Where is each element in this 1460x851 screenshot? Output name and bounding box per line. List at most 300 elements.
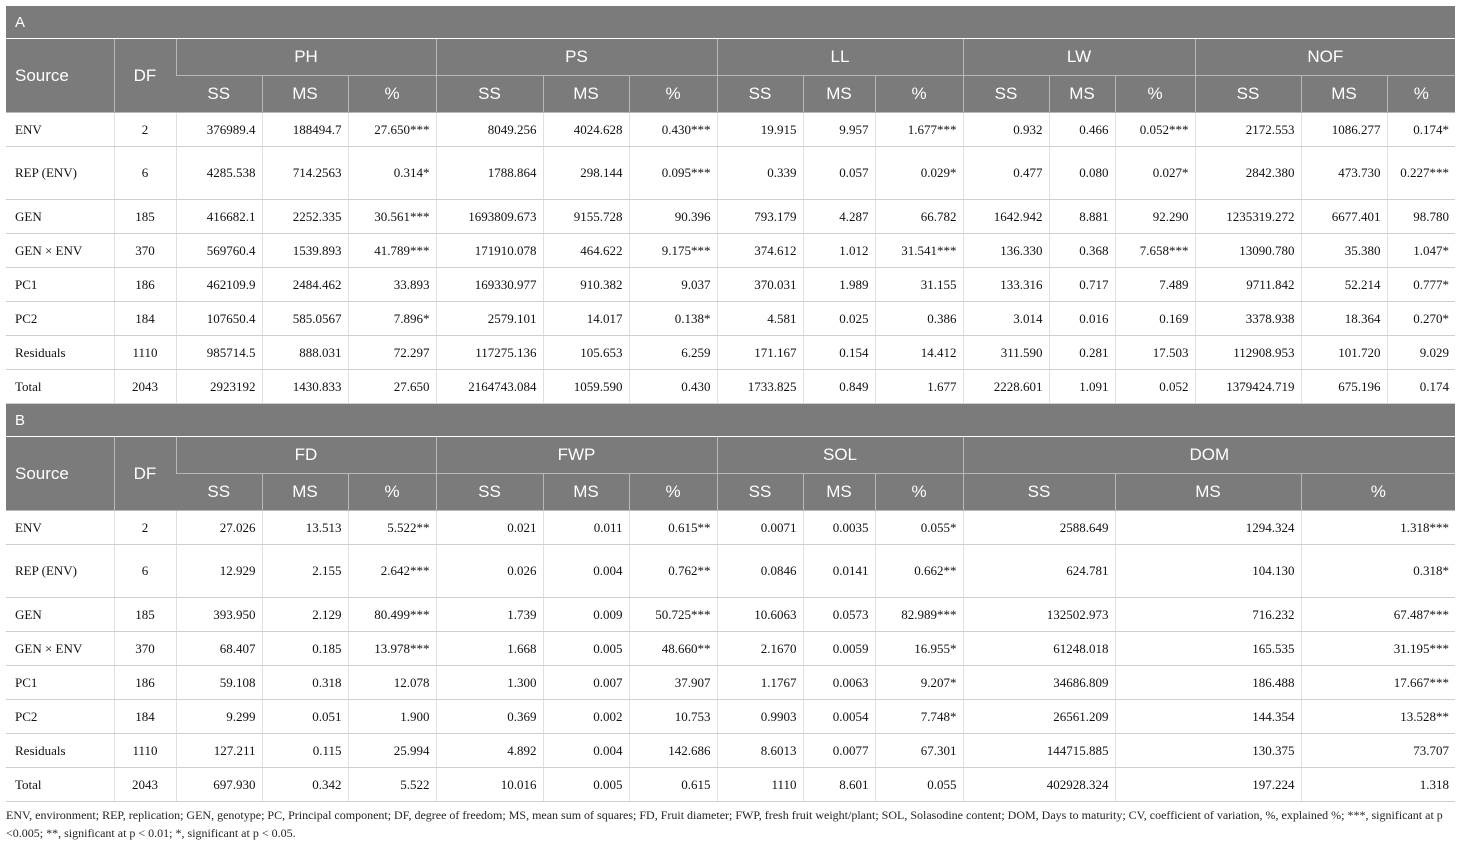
table-cell: 0.318 (262, 666, 348, 700)
table-cell: 132502.973 (963, 598, 1115, 632)
table-cell: 171910.078 (436, 234, 543, 268)
table-cell: 66.782 (875, 200, 963, 234)
table-cell: 0.095*** (629, 147, 717, 200)
table-cell: 18.364 (1301, 302, 1387, 336)
table-cell: 188494.7 (262, 113, 348, 147)
stat-header: SS (717, 76, 803, 113)
stat-header: SS (436, 76, 543, 113)
table-cell: 0.762** (629, 545, 717, 598)
table-cell: 82.989*** (875, 598, 963, 632)
table-row (6, 336, 1455, 370)
table-cell: 48.660** (629, 632, 717, 666)
table-cell: 31.195*** (1301, 632, 1455, 666)
table-cell: 13.528** (1301, 700, 1455, 734)
table-cell: 197.224 (1115, 768, 1301, 802)
table-cell: 90.396 (629, 200, 717, 234)
table-cell: 9.037 (629, 268, 717, 302)
table-cell: 27.026 (176, 511, 262, 545)
row-source: Total (6, 370, 114, 404)
trait-header: LL (717, 39, 963, 76)
table-cell: 7.658*** (1115, 234, 1195, 268)
stat-header: MS (803, 474, 875, 511)
table-cell: 68.407 (176, 632, 262, 666)
table-cell: 1430.833 (262, 370, 348, 404)
row-source: GEN (6, 200, 114, 234)
table-cell: 1693809.673 (436, 200, 543, 234)
df-header: DF (114, 39, 176, 113)
table-cell: 0.430*** (629, 113, 717, 147)
table-cell: 2.1670 (717, 632, 803, 666)
table-cell: 1539.893 (262, 234, 348, 268)
table-cell: 376989.4 (176, 113, 262, 147)
row-df: 186 (114, 666, 176, 700)
table-cell: 9711.842 (1195, 268, 1301, 302)
table-cell: 144715.885 (963, 734, 1115, 768)
row-df: 184 (114, 302, 176, 336)
table-cell: 92.290 (1115, 200, 1195, 234)
trait-header: LW (963, 39, 1195, 76)
table-cell: 569760.4 (176, 234, 262, 268)
stat-header: SS (176, 76, 262, 113)
table-cell: 165.535 (1115, 632, 1301, 666)
row-df: 370 (114, 632, 176, 666)
table-cell: 12.929 (176, 545, 262, 598)
table-cell: 0.169 (1115, 302, 1195, 336)
trait-header: DOM (963, 437, 1455, 474)
row-source: PC2 (6, 302, 114, 336)
row-source: PC1 (6, 268, 114, 302)
table-cell: 112908.953 (1195, 336, 1301, 370)
table-cell: 0.029* (875, 147, 963, 200)
row-df: 6 (114, 147, 176, 200)
table-cell: 1.677 (875, 370, 963, 404)
table-cell: 0.138* (629, 302, 717, 336)
table-cell: 0.270* (1387, 302, 1455, 336)
table-cell: 130.375 (1115, 734, 1301, 768)
table-cell: 14.017 (543, 302, 629, 336)
table-cell: 4.581 (717, 302, 803, 336)
table-row (6, 370, 1455, 404)
table-cell: 0.717 (1049, 268, 1115, 302)
stat-header: % (348, 474, 436, 511)
table-cell: 30.561*** (348, 200, 436, 234)
table-cell: 52.214 (1301, 268, 1387, 302)
table-cell: 888.031 (262, 336, 348, 370)
row-source: GEN × ENV (6, 234, 114, 268)
table-cell: 37.907 (629, 666, 717, 700)
table-cell: 0.051 (262, 700, 348, 734)
table-cell: 0.0035 (803, 511, 875, 545)
stat-header: % (348, 76, 436, 113)
table-cell: 0.005 (543, 632, 629, 666)
table-cell: 0.057 (803, 147, 875, 200)
table-cell: 0.002 (543, 700, 629, 734)
table-cell: 311.590 (963, 336, 1049, 370)
row-df: 2 (114, 511, 176, 545)
table-row (6, 147, 1455, 200)
table-cell: 133.316 (963, 268, 1049, 302)
table-cell: 41.789*** (348, 234, 436, 268)
table-cell: 13.978*** (348, 632, 436, 666)
table-cell: 17.503 (1115, 336, 1195, 370)
stat-header: % (875, 76, 963, 113)
table-cell: 0.115 (262, 734, 348, 768)
anova-table (6, 6, 1455, 802)
table-cell: 473.730 (1301, 147, 1387, 200)
table-cell: 10.016 (436, 768, 543, 802)
table-cell: 1.677*** (875, 113, 963, 147)
table-row (6, 768, 1455, 802)
table-cell: 10.6063 (717, 598, 803, 632)
stat-header: SS (176, 474, 262, 511)
trait-header: FWP (436, 437, 717, 474)
table-cell: 1379424.719 (1195, 370, 1301, 404)
stat-header: MS (1301, 76, 1387, 113)
row-df: 185 (114, 200, 176, 234)
table-cell: 0.174 (1387, 370, 1455, 404)
table-cell: 0.0063 (803, 666, 875, 700)
table-cell: 1235319.272 (1195, 200, 1301, 234)
table-cell: 624.781 (963, 545, 1115, 598)
row-source: Residuals (6, 734, 114, 768)
table-cell: 127.211 (176, 734, 262, 768)
table-cell: 0.0846 (717, 545, 803, 598)
table-cell: 8.601 (803, 768, 875, 802)
row-df: 184 (114, 700, 176, 734)
table-cell: 2164743.084 (436, 370, 543, 404)
stat-header: MS (543, 474, 629, 511)
table-cell: 1.989 (803, 268, 875, 302)
table-row (6, 734, 1455, 768)
section-label: B (6, 404, 1455, 437)
table-cell: 1.318 (1301, 768, 1455, 802)
table-cell: 2172.553 (1195, 113, 1301, 147)
table-cell: 13090.780 (1195, 234, 1301, 268)
table-cell: 8.881 (1049, 200, 1115, 234)
table-cell: 0.007 (543, 666, 629, 700)
table-cell: 107650.4 (176, 302, 262, 336)
table-row (6, 113, 1455, 147)
table-cell: 0.011 (543, 511, 629, 545)
table-cell: 1294.324 (1115, 511, 1301, 545)
table-row (6, 268, 1455, 302)
table-cell: 985714.5 (176, 336, 262, 370)
table-cell: 402928.324 (963, 768, 1115, 802)
table-cell: 169330.977 (436, 268, 543, 302)
table-cell: 4285.538 (176, 147, 262, 200)
stat-header: SS (963, 474, 1115, 511)
table-cell: 0.005 (543, 768, 629, 802)
table-cell: 0.227*** (1387, 147, 1455, 200)
row-df: 370 (114, 234, 176, 268)
table-cell: 6.259 (629, 336, 717, 370)
table-cell: 31.541*** (875, 234, 963, 268)
table-cell: 0.0141 (803, 545, 875, 598)
table-row (6, 511, 1455, 545)
table-cell: 910.382 (543, 268, 629, 302)
table-cell: 0.369 (436, 700, 543, 734)
table-cell: 59.108 (176, 666, 262, 700)
table-cell: 9.299 (176, 700, 262, 734)
table-cell: 1733.825 (717, 370, 803, 404)
section-label: A (6, 6, 1455, 39)
table-cell: 2.155 (262, 545, 348, 598)
row-source: PC2 (6, 700, 114, 734)
table-cell: 16.955* (875, 632, 963, 666)
row-source: PC1 (6, 666, 114, 700)
table-cell: 33.893 (348, 268, 436, 302)
stat-header: MS (1115, 474, 1301, 511)
row-df: 1110 (114, 336, 176, 370)
row-df: 2 (114, 113, 176, 147)
table-cell: 0.777* (1387, 268, 1455, 302)
table-cell: 1086.277 (1301, 113, 1387, 147)
stat-header: SS (436, 474, 543, 511)
table-cell: 1.012 (803, 234, 875, 268)
table-cell: 0.368 (1049, 234, 1115, 268)
table-cell: 416682.1 (176, 200, 262, 234)
table-cell: 1788.864 (436, 147, 543, 200)
table-cell: 1642.942 (963, 200, 1049, 234)
table-cell: 714.2563 (262, 147, 348, 200)
row-df: 185 (114, 598, 176, 632)
table-cell: 9.029 (1387, 336, 1455, 370)
stat-header: % (629, 474, 717, 511)
table-cell: 393.950 (176, 598, 262, 632)
table-cell: 1.318*** (1301, 511, 1455, 545)
row-df: 2043 (114, 370, 176, 404)
table-cell: 0.615** (629, 511, 717, 545)
table-cell: 17.667*** (1301, 666, 1455, 700)
table-cell: 0.016 (1049, 302, 1115, 336)
table-cell: 2228.601 (963, 370, 1049, 404)
table-cell: 370.031 (717, 268, 803, 302)
table-cell: 464.622 (543, 234, 629, 268)
table-cell: 2252.335 (262, 200, 348, 234)
table-cell: 0.027* (1115, 147, 1195, 200)
row-source: ENV (6, 113, 114, 147)
table-row (6, 302, 1455, 336)
table-cell: 67.487*** (1301, 598, 1455, 632)
stat-header: MS (262, 474, 348, 511)
table-cell: 171.167 (717, 336, 803, 370)
table-cell: 31.155 (875, 268, 963, 302)
stat-header: % (1387, 76, 1455, 113)
row-df: 2043 (114, 768, 176, 802)
table-cell: 0.318* (1301, 545, 1455, 598)
table-cell: 298.144 (543, 147, 629, 200)
table-cell: 2484.462 (262, 268, 348, 302)
table-cell: 4024.628 (543, 113, 629, 147)
table-cell: 19.915 (717, 113, 803, 147)
table-cell: 13.513 (262, 511, 348, 545)
table-cell: 0.0077 (803, 734, 875, 768)
table-cell: 9155.728 (543, 200, 629, 234)
table-cell: 0.615 (629, 768, 717, 802)
table-cell: 0.386 (875, 302, 963, 336)
source-header: Source (6, 437, 114, 511)
table-cell: 0.0071 (717, 511, 803, 545)
table-cell: 0.932 (963, 113, 1049, 147)
table-cell: 0.025 (803, 302, 875, 336)
table-cell: 72.297 (348, 336, 436, 370)
table-row (6, 598, 1455, 632)
table-cell: 67.301 (875, 734, 963, 768)
row-source: Residuals (6, 336, 114, 370)
table-cell: 0.080 (1049, 147, 1115, 200)
table-cell: 0.052 (1115, 370, 1195, 404)
table-cell: 4.892 (436, 734, 543, 768)
table-cell: 1059.590 (543, 370, 629, 404)
trait-header: PS (436, 39, 717, 76)
table-cell: 61248.018 (963, 632, 1115, 666)
row-source: GEN (6, 598, 114, 632)
table-cell: 80.499*** (348, 598, 436, 632)
stat-header: % (1115, 76, 1195, 113)
table-cell: 0.174* (1387, 113, 1455, 147)
table-cell: 27.650 (348, 370, 436, 404)
table-row (6, 700, 1455, 734)
stat-header: MS (262, 76, 348, 113)
stat-header: SS (963, 76, 1049, 113)
table-cell: 0.314* (348, 147, 436, 200)
table-cell: 7.748* (875, 700, 963, 734)
table-cell: 9.175*** (629, 234, 717, 268)
table-row (6, 632, 1455, 666)
trait-header: FD (176, 437, 436, 474)
table-cell: 716.232 (1115, 598, 1301, 632)
table-row (6, 234, 1455, 268)
table-cell: 0.0059 (803, 632, 875, 666)
table-cell: 697.930 (176, 768, 262, 802)
row-source: REP (ENV) (6, 545, 114, 598)
stat-header: MS (803, 76, 875, 113)
table-cell: 793.179 (717, 200, 803, 234)
table-cell: 0.466 (1049, 113, 1115, 147)
table-cell: 105.653 (543, 336, 629, 370)
table-cell: 0.849 (803, 370, 875, 404)
table-cell: 7.489 (1115, 268, 1195, 302)
table-cell: 186.488 (1115, 666, 1301, 700)
table-cell: 25.994 (348, 734, 436, 768)
table-cell: 7.896* (348, 302, 436, 336)
table-cell: 0.342 (262, 768, 348, 802)
row-df: 6 (114, 545, 176, 598)
table-cell: 9.207* (875, 666, 963, 700)
table-cell: 374.612 (717, 234, 803, 268)
table-cell: 2.642*** (348, 545, 436, 598)
table-cell: 1.1767 (717, 666, 803, 700)
table-cell: 585.0567 (262, 302, 348, 336)
table-cell: 2923192 (176, 370, 262, 404)
table-cell: 0.9903 (717, 700, 803, 734)
table-cell: 4.287 (803, 200, 875, 234)
table-cell: 2842.380 (1195, 147, 1301, 200)
table-cell: 14.412 (875, 336, 963, 370)
table-cell: 136.330 (963, 234, 1049, 268)
table-cell: 462109.9 (176, 268, 262, 302)
table-cell: 3378.938 (1195, 302, 1301, 336)
table-cell: 117275.136 (436, 336, 543, 370)
source-header: Source (6, 39, 114, 113)
table-cell: 0.281 (1049, 336, 1115, 370)
table-row (6, 666, 1455, 700)
table-cell: 0.154 (803, 336, 875, 370)
table-cell: 6677.401 (1301, 200, 1387, 234)
table-cell: 1.091 (1049, 370, 1115, 404)
table-cell: 1.739 (436, 598, 543, 632)
table-cell: 3.014 (963, 302, 1049, 336)
row-source: ENV (6, 511, 114, 545)
table-cell: 10.753 (629, 700, 717, 734)
table-cell: 73.707 (1301, 734, 1455, 768)
table-cell: 0.430 (629, 370, 717, 404)
table-cell: 5.522 (348, 768, 436, 802)
table-cell: 0.185 (262, 632, 348, 666)
table-cell: 144.354 (1115, 700, 1301, 734)
row-source: REP (ENV) (6, 147, 114, 200)
table-cell: 27.650*** (348, 113, 436, 147)
table-cell: 0.339 (717, 147, 803, 200)
stat-header: MS (1049, 76, 1115, 113)
table-cell: 2.129 (262, 598, 348, 632)
table-cell: 0.021 (436, 511, 543, 545)
table-cell: 50.725*** (629, 598, 717, 632)
table-cell: 1.047* (1387, 234, 1455, 268)
table-cell: 142.686 (629, 734, 717, 768)
table-cell: 0.004 (543, 545, 629, 598)
table-cell: 675.196 (1301, 370, 1387, 404)
stat-header: SS (1195, 76, 1301, 113)
table-cell: 8049.256 (436, 113, 543, 147)
trait-header: PH (176, 39, 436, 76)
table-cell: 0.055 (875, 768, 963, 802)
table-cell: 9.957 (803, 113, 875, 147)
table-cell: 1.668 (436, 632, 543, 666)
row-source: GEN × ENV (6, 632, 114, 666)
anova-tables (6, 6, 1455, 842)
stat-header: % (629, 76, 717, 113)
table-cell: 98.780 (1387, 200, 1455, 234)
row-df: 186 (114, 268, 176, 302)
table-cell: 0.026 (436, 545, 543, 598)
table-cell: 104.130 (1115, 545, 1301, 598)
table-cell: 8.6013 (717, 734, 803, 768)
table-cell: 101.720 (1301, 336, 1387, 370)
table-cell: 5.522** (348, 511, 436, 545)
stat-header: % (875, 474, 963, 511)
stat-header: MS (543, 76, 629, 113)
table-cell: 0.0054 (803, 700, 875, 734)
table-cell: 35.380 (1301, 234, 1387, 268)
trait-header: SOL (717, 437, 963, 474)
row-df: 1110 (114, 734, 176, 768)
table-footnote: ENV, environment; REP, replication; GEN, genotype; PC, Principal component; DF, degree of freedom; MS, mean sum of squares; FD, Fruit diameter; FWP, fresh fruit weight/plant; SOL, Solasodine content; DOM, Days to maturity; CV, coefficient of variation, %, explained %; ***, significant at p <0.005; **, significant at p < 0.01; *, significant at p < 0.05. (6, 808, 1443, 840)
table-cell: 2588.649 (963, 511, 1115, 545)
table-cell: 1.900 (348, 700, 436, 734)
table-cell: 0.004 (543, 734, 629, 768)
table-cell: 34686.809 (963, 666, 1115, 700)
df-header: DF (114, 437, 176, 511)
table-cell: 0.052*** (1115, 113, 1195, 147)
table-cell: 1110 (717, 768, 803, 802)
table-cell: 0.055* (875, 511, 963, 545)
table-cell: 0.662** (875, 545, 963, 598)
table-cell: 0.0573 (803, 598, 875, 632)
trait-header: NOF (1195, 39, 1455, 76)
table-cell: 26561.209 (963, 700, 1115, 734)
table-cell: 1.300 (436, 666, 543, 700)
